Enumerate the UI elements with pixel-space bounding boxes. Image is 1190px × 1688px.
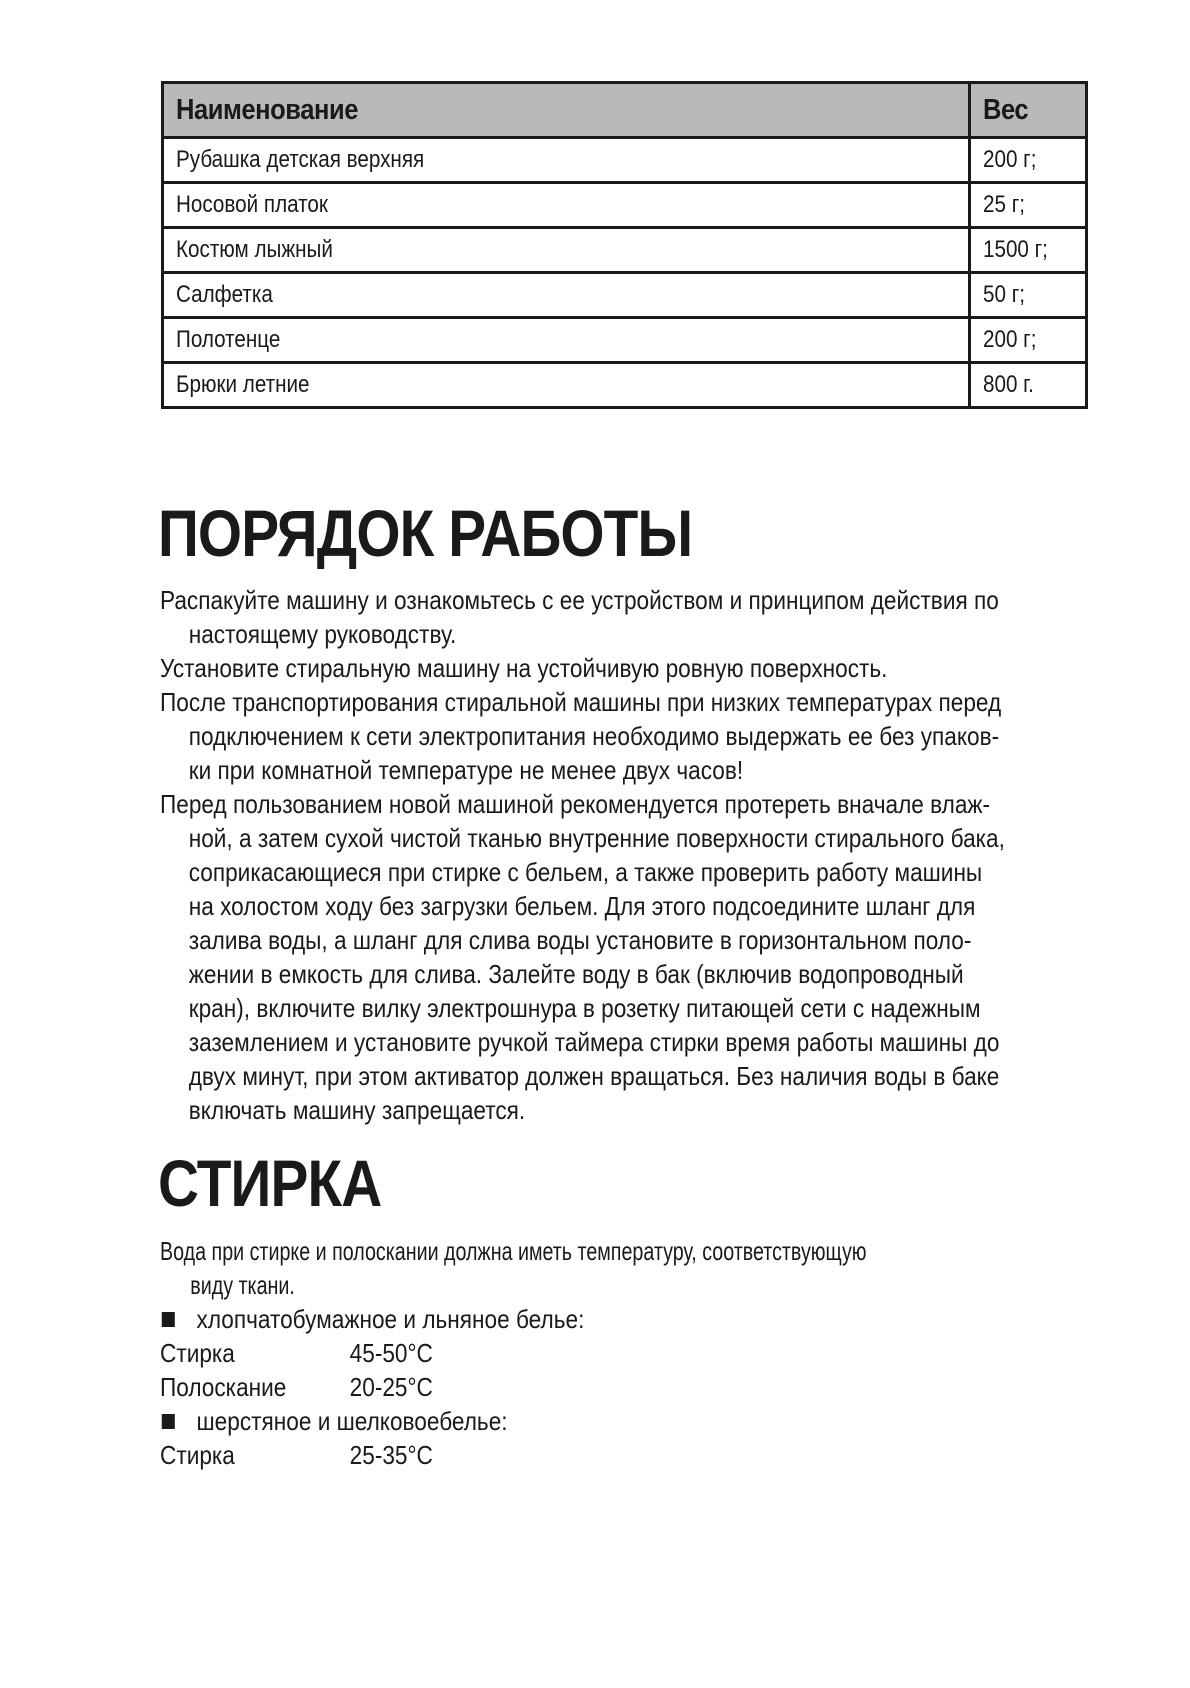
paragraph: Распакуйте машину и ознакомьтесь с ее устройством и принципом действия по настоящему руководству. [160, 585, 999, 649]
square-bullet-icon [162, 1312, 175, 1327]
table-row [163, 228, 1087, 273]
header-weight: Вес [969, 83, 1086, 138]
paragraph: Перед пользованием новой машиной рекомендуется протереть вначале влаж- ной, а затем сухой чистой тканью внутренние поверхности стирального бака, соприкасающиеся при стирке с бельем, а также проверить работу машины на холостом ходу без загрузки бельем. Для этого подсоедините шланг для залива воды, а шланг для слива воды установите в горизонтальном поло- жении в емкость для слива. Залейте воду в бак (включив водопроводный кран), включите вилку электрошнура в розетку питающей сети с надежным заземлением и установите ручкой таймера стирки время работы машины до двух минут, при этом активатор должен вращаться. Без наличия воды в баке включать машину запрещается. [160, 789, 1005, 1125]
item-name: Костюм лыжный [163, 228, 970, 273]
temperature-value: 25-35°С [349, 1440, 433, 1470]
item-name: Брюки летние [163, 363, 970, 408]
paragraph: Установите стиральную машину на устойчивую ровную поверхность. [160, 653, 888, 683]
order-instructions [160, 583, 1125, 1127]
item-weight: 1500 г; [969, 228, 1086, 273]
item-weight: 800 г. [969, 363, 1086, 408]
temperature-value: 20-25°С [349, 1372, 433, 1402]
section-heading-order: ПОРЯДОК РАБОТЫ [158, 496, 693, 570]
table-row [163, 183, 1087, 228]
fabric-group-label: хлопчатобумажное и льняное белье: [196, 1304, 585, 1334]
square-bullet-icon [162, 1414, 175, 1429]
table-row [163, 273, 1087, 318]
table-row [163, 363, 1087, 408]
weights-table [161, 81, 1088, 409]
item-name: Салфетка [163, 273, 970, 318]
table-row [163, 138, 1087, 183]
temperature-row [160, 1336, 1126, 1370]
temperature-row [160, 1438, 1126, 1472]
fabric-group-title [160, 1404, 1126, 1438]
item-weight: 200 г; [969, 138, 1086, 183]
item-name: Носовой платок [163, 183, 970, 228]
wash-instructions [160, 1234, 1125, 1472]
fabric-group-title [160, 1302, 1126, 1336]
mode-label: Полоскание [160, 1372, 287, 1402]
item-name: Рубашка детская верхняя [163, 138, 970, 183]
item-weight: 50 г; [969, 273, 1086, 318]
wash-intro: Вода при стирке и полоскании должна иметь температуру, соответствующую виду ткани. [160, 1236, 867, 1300]
item-weight: 200 г; [969, 318, 1086, 363]
item-name: Полотенце [163, 318, 970, 363]
mode-label: Стирка [160, 1440, 235, 1470]
table-row [163, 318, 1087, 363]
temperature-value: 45-50°С [349, 1338, 433, 1368]
paragraph: После транспортирования стиральной машины при низких температурах перед подключением к сети электропитания необходимо выдержать ее без упаков- ки при комнатной температуре не менее двух часов! [160, 687, 1002, 785]
table-header-row [163, 83, 1087, 138]
mode-label: Стирка [160, 1338, 235, 1368]
fabric-group-label: шерстяное и шелковоебелье: [196, 1406, 508, 1436]
item-weight: 25 г; [969, 183, 1086, 228]
temperature-row [160, 1370, 1126, 1404]
header-name: Наименование [163, 83, 970, 138]
section-heading-wash: СТИРКА [158, 1146, 382, 1220]
